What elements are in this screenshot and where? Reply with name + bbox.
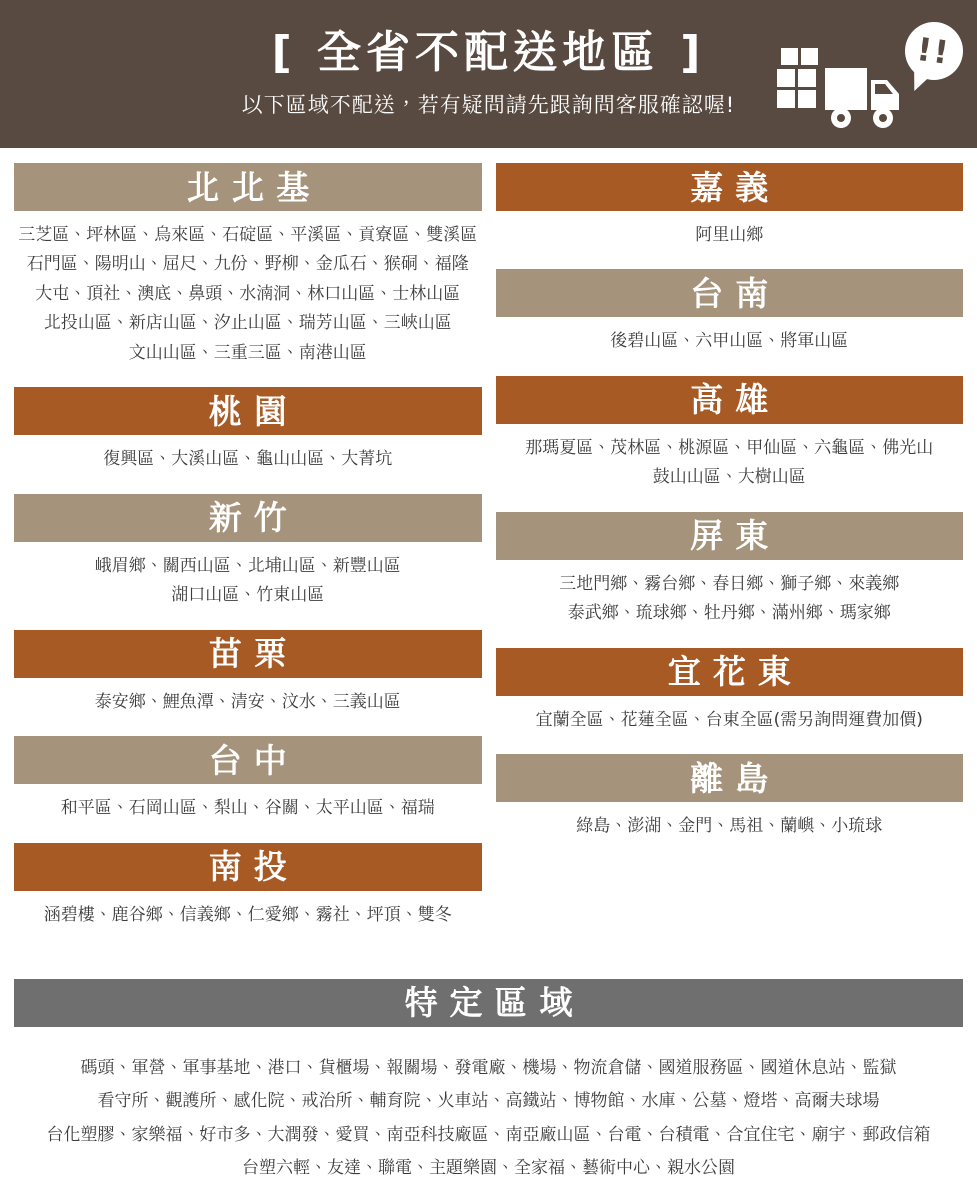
alert-bubble-icon	[905, 22, 963, 80]
section-tainan	[496, 269, 964, 360]
page-subtitle: 以下區域不配送，若有疑問請先跟詢問客服確認喔!	[241, 93, 736, 118]
region-line: 碼頭、軍營、軍事基地、港口、貨櫃場、報關場、發電廠、機場、物流倉儲、國道服務區、國道休息站、監獄	[80, 1057, 897, 1078]
region-line: 看守所、觀護所、感化院、戒治所、輔育院、火車站、高鐵站、博物館、水庫、公墓、燈塔、高爾夫球場	[97, 1091, 880, 1112]
section-header-special-zone	[14, 979, 963, 1027]
section-header-kaohsiung	[496, 376, 964, 424]
section-nantou	[14, 843, 482, 934]
section-beibeiji	[14, 163, 482, 372]
region-line: 綠島、澎湖、金門、馬祖、蘭嶼、小琉球	[576, 816, 883, 837]
region-line: 峨眉鄉、關西山區、北埔山區、新豐山區	[94, 555, 401, 576]
region-line: 台化塑膠、家樂福、好市多、大潤發、愛買、南亞科技廠區、南亞廠山區、台電、台積電、合宜住宅、廟宇、郵政信箱	[46, 1124, 931, 1145]
section-title: 南投	[208, 847, 299, 887]
region-line: 阿里山鄉	[695, 225, 764, 245]
region-line: 大屯、頂社、澳底、鼻頭、水湳洞、林口山區、士林山區	[35, 283, 461, 304]
region-line: 泰武鄉、琉球鄉、牡丹鄉、滿州鄉、瑪家鄉	[567, 603, 891, 624]
region-line: 文山山區、三重三區、南港山區	[128, 342, 367, 363]
section-miaoli	[14, 630, 482, 721]
special-zone-list	[14, 1027, 963, 1192]
region-line: 和平區、石岡山區、梨山、谷關、太平山區、福瑞	[60, 798, 435, 819]
section-title: 苗栗	[208, 634, 299, 674]
region-line: 後碧山區、六甲山區、將軍山區	[610, 331, 849, 352]
alert-bubble-text: !!	[914, 29, 954, 73]
region-line: 鼓山山區、大樹山區	[652, 467, 806, 488]
section-header-yihuadong	[496, 648, 964, 696]
section-title: 北北基	[186, 167, 322, 207]
section-header-miaoli	[14, 630, 482, 678]
section-pingtung	[496, 512, 964, 633]
left-column	[14, 163, 482, 949]
section-header-hsinchu	[14, 494, 482, 542]
section-header-taichung	[14, 736, 482, 784]
region-line: 湖口山區、竹東山區	[171, 585, 325, 606]
section-header-pingtung	[496, 512, 964, 560]
region-columns	[0, 163, 977, 949]
section-outlying-islands	[496, 754, 964, 845]
section-title: 台中	[208, 740, 299, 780]
region-line: 三地門鄉、霧台鄉、春日鄉、獅子鄉、來義鄉	[559, 573, 900, 594]
section-title: 嘉義	[690, 167, 781, 207]
region-line: 台塑六輕、友達、聯電、主題樂園、全家福、藝術中心、親水公園	[242, 1158, 735, 1179]
section-header-outlying-islands	[496, 754, 964, 802]
section-title: 台南	[690, 273, 781, 313]
section-chiayi	[496, 163, 964, 254]
region-line: 復興區、大溪山區、龜山山區、大菁坑	[103, 449, 393, 470]
section-taichung	[14, 736, 482, 827]
section-header-tainan	[496, 269, 964, 317]
section-header-chiayi	[496, 163, 964, 211]
delivery-truck-icon	[773, 22, 963, 134]
region-line: 涵碧樓、鹿谷鄉、信義鄉、仁愛鄉、霧社、坪頂、雙冬	[43, 904, 452, 925]
section-kaohsiung	[496, 376, 964, 497]
section-title: 特定區域	[404, 983, 585, 1023]
region-line: 那瑪夏區、茂林區、桃源區、甲仙區、六龜區、佛光山	[525, 437, 934, 458]
section-header-beibeiji	[14, 163, 482, 211]
section-title: 高雄	[690, 380, 781, 420]
section-hsinchu	[14, 494, 482, 615]
section-title: 離島	[690, 758, 781, 798]
section-header-taoyuan	[14, 387, 482, 435]
section-title: 新竹	[208, 498, 299, 538]
page-title: [ 全省不配送地區 ]	[271, 26, 706, 78]
region-line: 三芝區、坪林區、烏來區、石碇區、平溪區、貢寮區、雙溪區	[18, 225, 478, 245]
section-title: 宜花東	[667, 652, 803, 692]
section-title: 屏東	[690, 516, 781, 556]
region-line: 宜蘭全區、花蓮全區、台東全區(需另詢問運費加價)	[535, 709, 923, 730]
region-line: 石門區、陽明山、屈尺、九份、野柳、金瓜石、猴硐、福隆	[26, 254, 469, 275]
page-header	[0, 0, 977, 148]
region-line: 泰安鄉、鯉魚潭、清安、汶水、三義山區	[94, 691, 401, 712]
region-line: 北投山區、新店山區、汐止山區、瑞芳山區、三峽山區	[43, 313, 452, 334]
section-title: 桃園	[208, 391, 299, 431]
section-yihuadong	[496, 648, 964, 739]
section-header-nantou	[14, 843, 482, 891]
section-special-zone	[0, 979, 977, 1192]
section-taoyuan	[14, 387, 482, 478]
right-column	[496, 163, 964, 861]
